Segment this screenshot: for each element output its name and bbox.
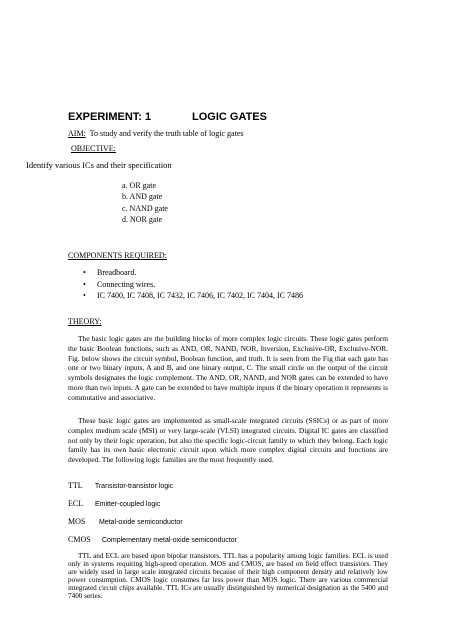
logic-family-mos (68, 517, 183, 526)
component-text: IC 7400, IC 7408, IC 7432, IC 7406, IC 7402, IC 7404, IC 7486 (97, 291, 303, 300)
component-text: Breadboard. (97, 268, 137, 277)
gate-list (122, 180, 168, 225)
component-text: Connecting wires. (97, 279, 156, 289)
theory-paragraph-1: The basic logic gates are the building blocks of more complex logic circuits. These logic gates perform the basic Boolean functions, such as AND, OR, NAND, NOR, Inversion, Exclusive-OR, Exclusive-NOR. Fig. below shows the circuit symbol, Boolean function, and truth. It is seen from the Fig that each gate has one or two binary inputs, A and B, and one binary output, C. The small circle on the output of the circuit symbols designates the logic complement. The AND, OR, NAND, and NOR gates can be extended to have more than two inputs. A gate can be extended to have multiple inputs if the binary operation it represents is commutative and associative. (68, 334, 388, 402)
component-item (83, 267, 303, 279)
logic-family-cmos (68, 535, 237, 544)
theory-paragraph-3: TTL and ECL are based upon bipolar transistors. TTL has a popularity among logic families. ECL is used only in systems requiring high-speed operation. MOS and CMOS, are based on field effect transistors. They are widely used in large scale integrated circuits because of their high component density and relatively low power consumption. CMOS logic consumes far less power than MOS logic. There are various commercial integrated circuit chips available. TTL ICs are usually distinguished by numerical designation as the 5400 and 7400 series. (68, 552, 388, 601)
logic-family-ecl (68, 499, 160, 508)
aim-line (68, 129, 243, 138)
experiment-title: LOGIC GATES (192, 111, 267, 123)
objective-heading: OBJECTIVE: (71, 144, 116, 153)
family-name: Transistor-transistor logic (94, 483, 174, 490)
theory-heading: THEORY: (68, 317, 102, 326)
family-abbr: MOS (68, 517, 86, 526)
bullet-icon: • (83, 268, 86, 277)
bullet-icon: • (83, 279, 86, 289)
theory-paragraph-2: These basic logic gates are implemented as small-scale integrated circuits (SSICs) or as part of more complex medium scale (MSI) or very large-scale (VLSI) integrated circuits. Digital IC gates are classified not only by their logic operation, but also the specific logic-circuit family to which they belong. Each logic family has its own basic electronic circuit upon which more complex digital circuits and functions are developed. The following logic families are the most frequently used. (68, 416, 388, 465)
components-heading: COMPONENTS REQUIRED: (68, 251, 167, 260)
bullet-icon: • (83, 291, 86, 300)
objective-text: Identify various ICs and their specification (26, 160, 172, 170)
gate-item-or: a. OR gate (122, 181, 156, 190)
gate-item-and: b. AND gate (122, 192, 163, 202)
family-name: Complementary metal-oxide semiconductor (101, 537, 237, 544)
family-name: Metal-oxide semiconductor (98, 519, 183, 526)
experiment-label: EXPERIMENT: 1 (68, 111, 152, 123)
component-item (83, 279, 303, 291)
family-abbr: ECL (68, 499, 84, 508)
components-list (83, 267, 303, 302)
gate-item-nand: c. NAND gate (122, 203, 168, 213)
logic-family-ttl (68, 481, 173, 490)
family-name: Emitter-coupled logic (94, 501, 161, 508)
family-abbr: TTL (68, 481, 83, 490)
aim-text: To study and verify the truth table of logic gates (89, 129, 244, 138)
gate-item-nor: d. NOR gate (122, 214, 163, 224)
component-item (83, 290, 303, 302)
aim-label: AIM: (68, 129, 86, 138)
family-abbr: CMOS (68, 535, 91, 544)
experiment-header (68, 111, 398, 125)
